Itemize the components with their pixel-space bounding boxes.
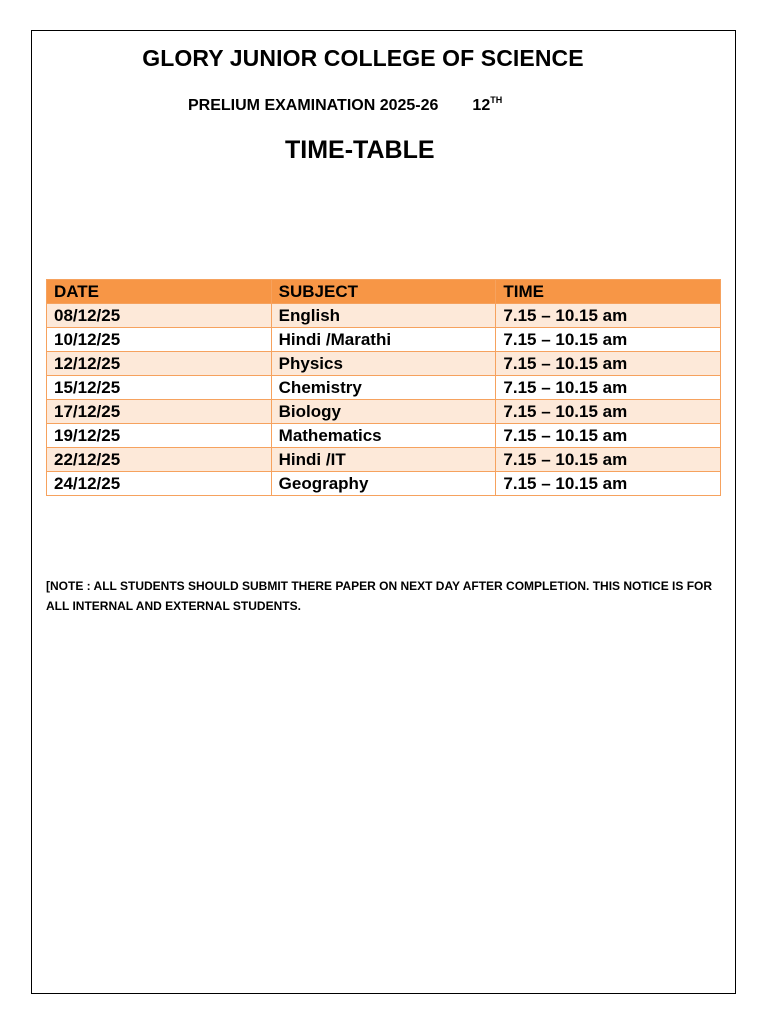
subject-cell: Physics	[271, 352, 496, 376]
page-border	[31, 30, 736, 994]
table-row	[47, 376, 721, 400]
table-row	[47, 472, 721, 496]
time-cell: 7.15 – 10.15 am	[496, 376, 721, 400]
grade-number: 12	[472, 97, 491, 114]
column-header-time: TIME	[496, 280, 721, 304]
time-cell: 7.15 – 10.15 am	[496, 400, 721, 424]
subject-cell: English	[271, 304, 496, 328]
subject-cell: Biology	[271, 400, 496, 424]
date-cell: 15/12/25	[47, 376, 272, 400]
table-row	[47, 424, 721, 448]
date-cell: 17/12/25	[47, 400, 272, 424]
subject-cell: Mathematics	[271, 424, 496, 448]
time-cell: 7.15 – 10.15 am	[496, 352, 721, 376]
subject-cell: Chemistry	[271, 376, 496, 400]
college-name: GLORY JUNIOR COLLEGE OF SCIENCE	[142, 45, 584, 71]
time-cell: 7.15 – 10.15 am	[496, 424, 721, 448]
time-cell: 7.15 – 10.15 am	[496, 304, 721, 328]
table-row	[47, 304, 721, 328]
subject-cell: Hindi /IT	[271, 448, 496, 472]
date-cell: 08/12/25	[47, 304, 272, 328]
exam-name: PRELIUM EXAMINATION 2025-26	[188, 97, 439, 114]
notice-text: [NOTE : ALL STUDENTS SHOULD SUBMIT THERE PAPER ON NEXT DAY AFTER COMPLETION. THIS NOTICE IS FOR ALL INTERNAL AND EXTERNAL STUDENTS.	[46, 579, 713, 613]
date-cell: 19/12/25	[47, 424, 272, 448]
table-row	[47, 400, 721, 424]
table-body	[47, 304, 721, 496]
date-cell: 12/12/25	[47, 352, 272, 376]
column-header-subject: SUBJECT	[271, 280, 496, 304]
timetable	[46, 279, 721, 496]
subject-cell: Geography	[271, 472, 496, 496]
table-row	[47, 352, 721, 376]
time-cell: 7.15 – 10.15 am	[496, 328, 721, 352]
date-cell: 10/12/25	[47, 328, 272, 352]
grade-suffix: TH	[490, 95, 503, 105]
page-title: TIME-TABLE	[285, 136, 435, 164]
subject-cell: Hindi /Marathi	[271, 328, 496, 352]
table-row	[47, 448, 721, 472]
grade	[472, 97, 502, 114]
time-cell: 7.15 – 10.15 am	[496, 448, 721, 472]
time-cell: 7.15 – 10.15 am	[496, 472, 721, 496]
exam-line	[188, 95, 502, 115]
date-cell: 24/12/25	[47, 472, 272, 496]
table-row	[47, 328, 721, 352]
column-header-date: DATE	[47, 280, 272, 304]
date-cell: 22/12/25	[47, 448, 272, 472]
table-header-row	[47, 280, 721, 304]
